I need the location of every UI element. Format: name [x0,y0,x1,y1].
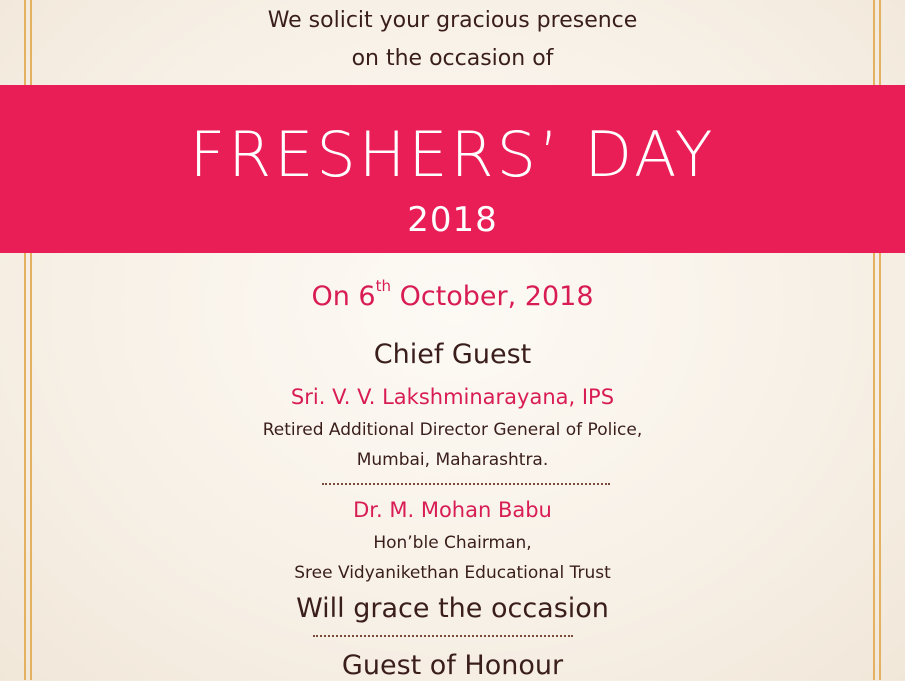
event-date [0,277,905,312]
chief-guest-title: Retired Additional Director General of Police, [262,420,643,440]
second-guest-org: Sree Vidyanikethan Educational Trust [294,563,611,583]
chief-guest-heading: Chief Guest [373,339,532,370]
second-guest-title: Hon’ble Chairman, [373,533,532,553]
intro-text [0,2,905,78]
grace-line: Will grace the occasion [296,593,609,624]
dotted-separator-1 [322,483,610,485]
intro-line-1: We solicit your gracious presence [267,8,638,33]
dotted-separator-2 [313,635,573,637]
event-title: FRESHERS’ DAY [189,118,716,191]
chief-guest-location: Mumbai, Maharashtra. [356,450,549,470]
second-guest-name: Dr. M. Mohan Babu [353,498,552,522]
date-prefix: On 6 [311,281,376,312]
chief-guest-name: Sri. V. V. Lakshminarayana, IPS [290,385,615,409]
date-suffix: October, 2018 [391,281,594,312]
date-ordinal: th [375,277,391,295]
intro-line-2: on the occasion of [351,46,554,71]
event-year: 2018 [407,200,498,240]
guest-of-honour-heading: Guest of Honour [341,650,564,681]
